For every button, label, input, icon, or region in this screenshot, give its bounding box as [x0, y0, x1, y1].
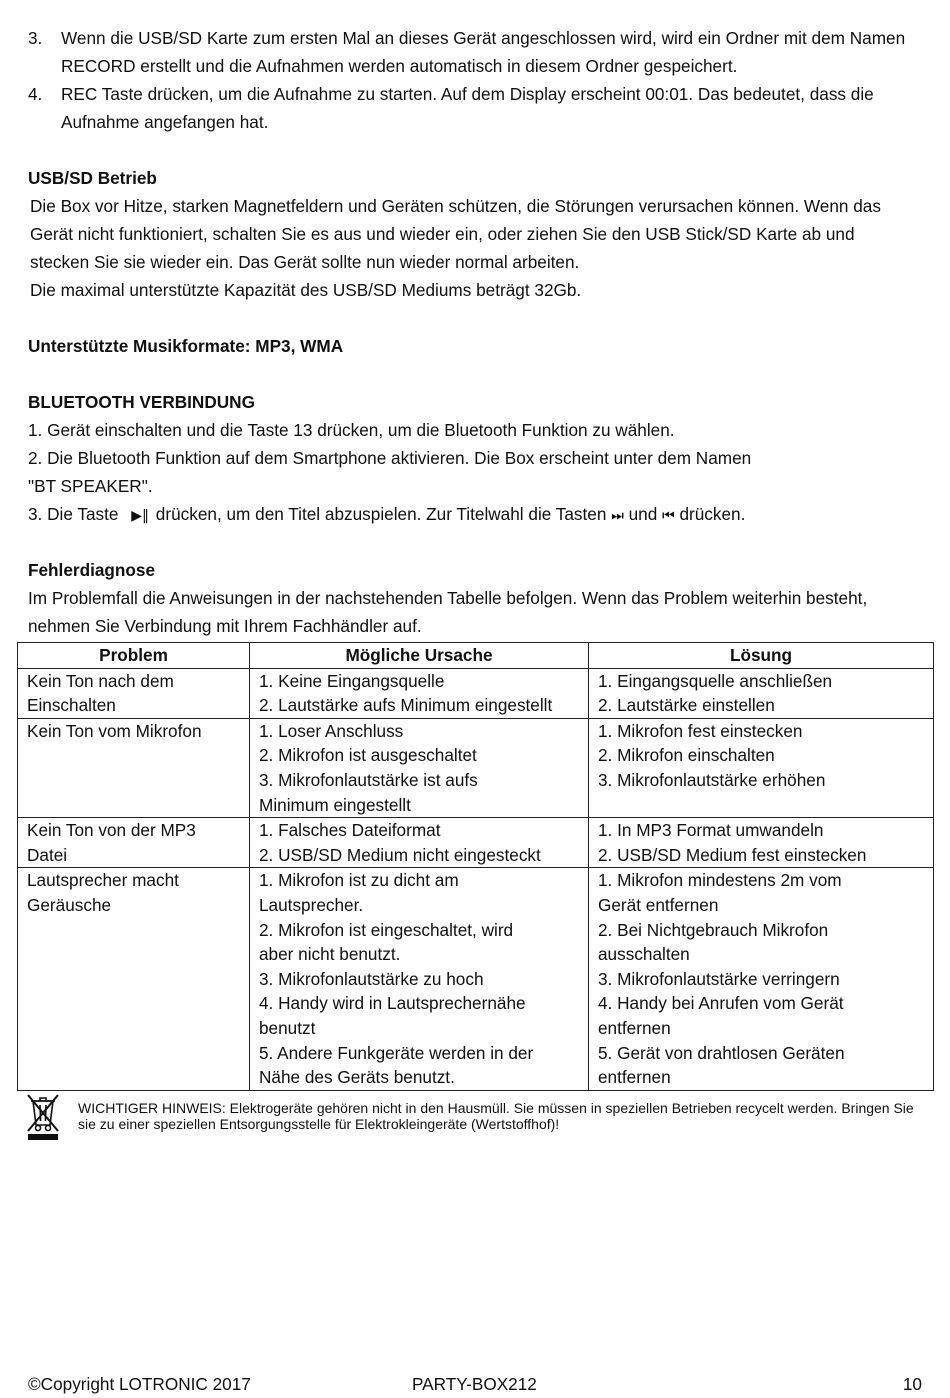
cell-line: 3. Mikrofonlautstärke erhöhen — [598, 769, 826, 790]
list-item — [28, 24, 908, 80]
previous-track-icon: ⏮ — [662, 508, 675, 524]
table-body — [18, 668, 934, 1090]
table-cell-problem — [18, 818, 250, 868]
step-number: 4. — [28, 84, 43, 104]
table-header-row — [18, 643, 934, 669]
cell-line: Geräusche — [27, 894, 112, 915]
step-text: 3. Die Taste — [28, 504, 119, 524]
formats-section — [28, 332, 918, 360]
troubleshooting-intro: Im Problemfall die Anweisungen in der nachstehenden Tabelle befolgen. Wenn das Problem weiterhin besteht, nehmen Sie Verbindung mit Ihrem Fachhändler auf. — [28, 588, 868, 636]
cell-line: 2. Lautstärke aufs Minimum eingestellt — [259, 695, 553, 716]
cell-line: 3. Mikrofonlautstärke zu hoch — [259, 968, 484, 989]
cell-line: 2. Mikrofon ist eingeschaltet, wird — [259, 919, 514, 940]
troubleshooting-table — [17, 642, 934, 1091]
cell-line: 5. Andere Funkgeräte werden in der — [259, 1042, 534, 1063]
table-row — [18, 718, 934, 817]
cell-line: 2. Lautstärke einstellen — [598, 695, 775, 716]
cell-line: entfernen — [598, 1067, 671, 1088]
cell-line: Kein Ton vom Mikrofon — [27, 720, 202, 741]
bluetooth-step-3 — [28, 500, 918, 530]
cell-line: Lautsprecher macht — [27, 870, 179, 891]
cell-line: 1. Mikrofon mindestens 2m vom — [598, 870, 842, 891]
section-heading: Unterstützte Musikformate: MP3, WMA — [28, 336, 344, 356]
cell-line: 1. In MP3 Format umwandeln — [598, 820, 824, 841]
cell-line: 5. Gerät von drahtlosen Geräten — [598, 1042, 845, 1063]
cell-line: 1. Mikrofon fest einstecken — [598, 720, 803, 741]
cell-line: 2. USB/SD Medium fest einstecken — [598, 844, 867, 865]
table-row — [18, 818, 934, 868]
page-footer — [0, 1370, 950, 1398]
page-number: 10 — [902, 1374, 922, 1394]
step-text: drücken, um den Titel abzuspielen. Zur Titelwahl die Tasten — [155, 504, 607, 524]
table-cell-problem — [18, 868, 250, 1090]
cell-line: Lautsprecher. — [259, 894, 364, 915]
troubleshooting-section — [28, 556, 918, 640]
cell-line: 2. Bei Nichtgebrauch Mikrofon — [598, 919, 829, 940]
cell-line: 3. Mikrofonlautstärke verringern — [598, 968, 840, 989]
bluetooth-step-1: 1. Gerät einschalten und die Taste 13 drücken, um die Bluetooth Funktion zu wählen. — [28, 420, 675, 440]
table-cell-cause — [250, 668, 589, 718]
cell-line: 1. Falsches Dateiformat — [259, 820, 441, 841]
table-cell-cause — [250, 868, 589, 1090]
cell-line: 4. Handy bei Anrufen vom Gerät — [598, 993, 844, 1014]
cell-line: Kein Ton nach dem — [27, 670, 174, 691]
model-name: PARTY-BOX212 — [412, 1374, 537, 1394]
table-cell-solution — [589, 868, 934, 1090]
cell-line: 1. Mikrofon ist zu dicht am — [259, 870, 459, 891]
weee-crossed-bin-icon — [24, 1092, 62, 1142]
bluetooth-step-2-name: "BT SPEAKER". — [28, 476, 153, 496]
cell-line: 3. Mikrofonlautstärke ist aufs — [259, 769, 478, 790]
section-heading: BLUETOOTH VERBINDUNG — [28, 392, 255, 412]
cell-line: Nähe des Geräts benutzt. — [259, 1067, 455, 1088]
table-cell-problem — [18, 668, 250, 718]
next-track-icon: ⏭ — [611, 508, 624, 524]
cell-line: aber nicht benutzt. — [259, 944, 401, 965]
table-cell-solution — [589, 718, 934, 817]
section-heading: Fehlerdiagnose — [28, 560, 156, 580]
usb-sd-section — [28, 164, 918, 304]
cell-line: Kein Ton von der MP3 — [27, 820, 196, 841]
step-text: REC Taste drücken, um die Aufnahme zu starten. Auf dem Display erscheint 00:01. Das bedeutet, dass die Aufnahme angefangen hat. — [61, 84, 874, 132]
cell-line: 4. Handy wird in Lautsprechernähe — [259, 993, 526, 1014]
table-row — [18, 868, 934, 1090]
column-header-cause: Mögliche Ursache — [250, 643, 589, 669]
recording-steps — [28, 24, 908, 136]
bluetooth-step-2: 2. Die Bluetooth Funktion auf dem Smartphone aktivieren. Die Box erscheint unter dem Namen — [28, 448, 752, 468]
cell-line: 1. Keine Eingangsquelle — [259, 670, 445, 691]
bluetooth-section — [28, 388, 918, 530]
usb-sd-paragraph: Die Box vor Hitze, starken Magnetfeldern und Geräten schützen, die Störungen verursachen können. Wenn das Gerät nicht funktioniert, schalten Sie es aus und wieder ein, oder ziehen Sie den USB Stick/SD Karte ab und stecken Sie sie wieder ein. Das Gerät sollte nun wieder normal arbeiten. — [30, 196, 881, 272]
cell-line: ausschalten — [598, 944, 690, 965]
table-cell-solution — [589, 818, 934, 868]
cell-line: Gerät entfernen — [598, 894, 719, 915]
cell-line: 2. Mikrofon einschalten — [598, 745, 775, 766]
column-header-solution: Lösung — [589, 643, 934, 669]
play-pause-icon: ▶‖ — [131, 508, 150, 524]
list-item — [28, 80, 908, 136]
cell-line: entfernen — [598, 1017, 671, 1038]
table-cell-problem — [18, 718, 250, 817]
cell-line: 1. Eingangsquelle anschließen — [598, 670, 833, 691]
usb-sd-capacity: Die maximal unterstützte Kapazität des USB/SD Mediums beträgt 32Gb. — [30, 280, 582, 300]
step-text: Wenn die USB/SD Karte zum ersten Mal an dieses Gerät angeschlossen wird, wird ein Ordner mit dem Namen RECORD erstellt und die Aufnahmen werden automatisch in diesem Ordner gespeichert. — [61, 28, 906, 76]
table-cell-cause — [250, 718, 589, 817]
disposal-notice-text: WICHTIGER HINWEIS: Elektrogeräte gehören nicht in den Hausmüll. Sie müssen in speziellen Betrieben recycelt werden. Bringen Sie sie zu einer speziellen Entsorgungsstelle für Elektrokleingeräte (Wertstoffhof)! — [78, 1100, 914, 1132]
cell-line: Minimum eingestellt — [259, 794, 411, 815]
cell-line: 2. Mikrofon ist ausgeschaltet — [259, 745, 477, 766]
table-cell-cause — [250, 818, 589, 868]
cell-line: benutzt — [259, 1017, 316, 1038]
disposal-notice — [24, 1092, 924, 1142]
step-number: 3. — [28, 28, 43, 48]
column-header-problem: Problem — [18, 643, 250, 669]
step-text: drücken. — [679, 504, 746, 524]
cell-line: 2. USB/SD Medium nicht eingesteckt — [259, 844, 541, 865]
table-cell-solution — [589, 668, 934, 718]
table-row — [18, 668, 934, 718]
step-text: und — [628, 504, 658, 524]
copyright-text: ©Copyright LOTRONIC 2017 — [28, 1374, 251, 1394]
cell-line: 1. Loser Anschluss — [259, 720, 404, 741]
cell-line: Einschalten — [27, 695, 116, 716]
section-heading: USB/SD Betrieb — [28, 168, 157, 188]
cell-line: Datei — [27, 844, 68, 865]
